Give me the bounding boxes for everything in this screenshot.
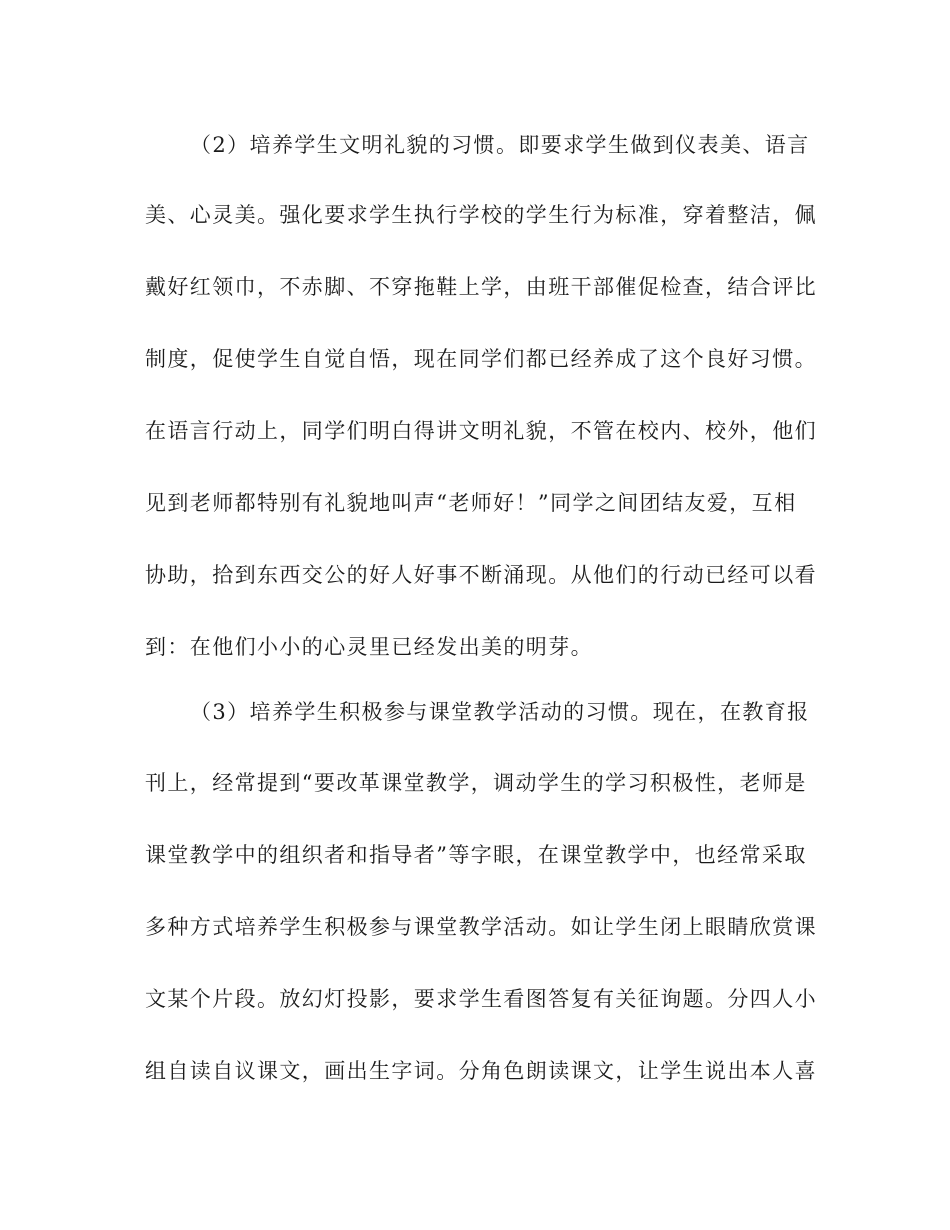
paragraph-line: 协助，拾到东西交公的好人好事不断涌现。从他们的行动已经可以看: [145, 563, 817, 587]
paragraph-line: （2）培养学生文明礼貌的习惯。即要求学生做到仪表美、语言: [190, 133, 810, 157]
paragraph-line: 见到老师都特别有礼貌地叫声“老师好！”同学之间团结友爱，互相: [145, 491, 797, 515]
paragraph-line: 美、心灵美。强化要求学生执行学校的学生行为标准，穿着整洁，佩: [145, 203, 817, 227]
paragraph-line: （3）培养学生积极参与课堂教学活动的习惯。现在，在教育报: [190, 700, 810, 724]
paragraph-line: 刊上，经常提到“要改革课堂教学，调动学生的学习积极性，老师是: [145, 771, 807, 795]
paragraph-line: 制度，促使学生自觉自悟，现在同学们都已经养成了这个良好习惯。: [145, 347, 817, 371]
paragraph-line: 课堂教学中的组织者和指导者”等字眼，在课堂教学中，也经常采取: [145, 843, 807, 867]
paragraph-line: 在语言行动上，同学们明白得讲文明礼貌，不管在校内、校外，他们: [145, 419, 817, 443]
paragraph-line: 到：在他们小小的心灵里已经发出美的明芽。: [145, 635, 593, 659]
paragraph-line: 戴好红领巾，不赤脚、不穿拖鞋上学，由班干部催促检查，结合评比: [145, 275, 817, 299]
paragraph-line: 多种方式培养学生积极参与课堂教学活动。如让学生闭上眼睛欣赏课: [145, 915, 817, 939]
paragraph-line: 文某个片段。放幻灯投影，要求学生看图答复有关征询题。分四人小: [145, 987, 817, 1011]
paragraph-line: 组自读自议课文，画出生字词。分角色朗读课文，让学生说出本人喜: [145, 1059, 817, 1083]
